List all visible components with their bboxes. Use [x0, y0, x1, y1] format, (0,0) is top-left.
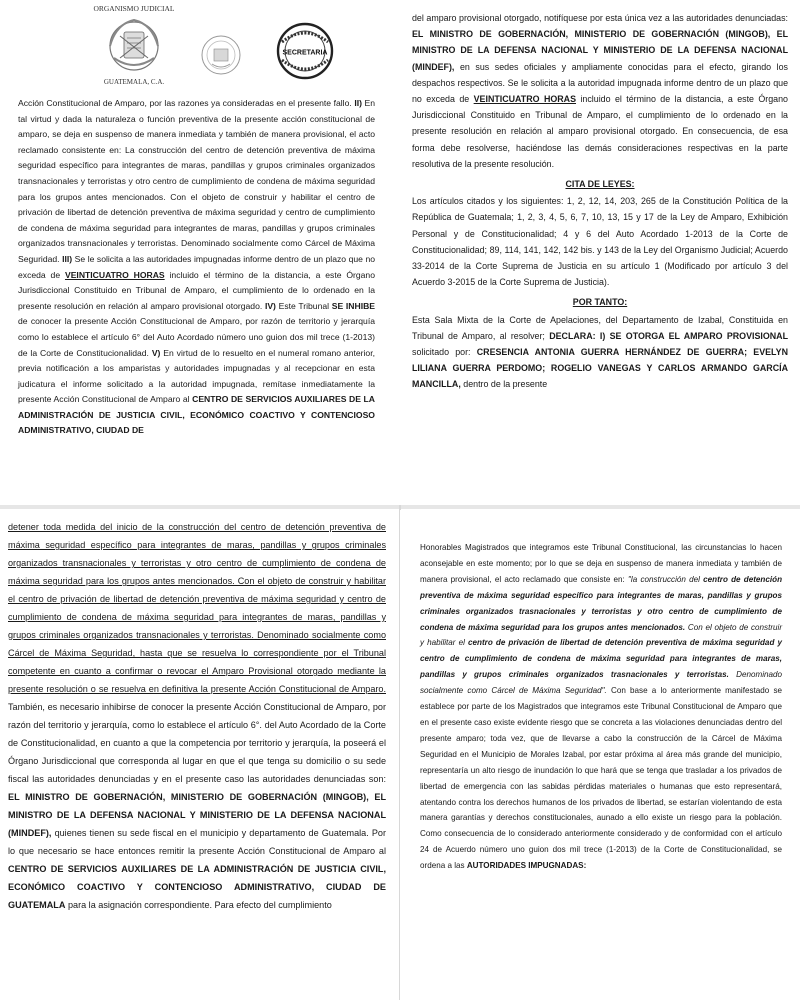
page-bottom-right [400, 510, 800, 1000]
autoridades-denunciadas: EL MINISTRO DE GOBERNACIÓN, MINISTERIO DE GOBERNACIÓN (MINGOB), EL MINISTRO DE LA DEFENSA NACIONAL Y MINISTERIO DE LA DEFENSA NACIONAL (MINDEF), [412, 29, 788, 72]
organismo-judicial-seal [80, 2, 188, 88]
plazo-emphasis: VEINTICUATRO HORAS [64, 269, 165, 280]
text-span: dentro de la presente [463, 379, 548, 390]
text-span: En virtud de lo resuelto en el numeral romano anterior, previa notificación a los amparistas y autoridades impugnadas y al recepcionar en esta judicatura el informe solicitado a la autoridad impugnada, remítase inmediatamente la presente Acción Constitucional de Amparo al [18, 347, 375, 405]
court-seal-icon [200, 34, 242, 76]
underlined-order: detener toda medida del inicio de la construcción del centro de detención preventiva de máxima seguridad específico para integrantes de maras, pandillas y grupos criminales organizados transnacionales y terroristas y otro centro de cumplimiento de condena de máxima seguridad para los grupos antes mencionados. Con el objeto de construir y habilitar el centro de privación de libertad de detención preventiva de máxima seguridad y centro de cumplimiento de condena de máxima seguridad para integrantes de maras, pandillas y grupos criminales organizados transnacionales y terroristas. Denominado socialmente como Cárcel de Máxima Seguridad, hasta que se resuelva lo correspondiente por el Tribunal competente en cuanto a confirmar o revocar el Amparo Provisional otorgado mediante la presente resolución o se resuelva en definitiva la presente Acción Constitucional de Amparo. [8, 522, 386, 694]
stamp-text: SECRETARIA [282, 49, 328, 57]
secretaria-stamp-icon [268, 22, 342, 80]
quote-italic: "la construcción del [628, 574, 700, 584]
numeral: V) [151, 347, 161, 358]
text-span: Con base a lo anteriormente manifestado se establece por parte de los Magistrados que integramos este Tribunal Constitucional de Amparo que en el presente caso existe evidente riesgo que se concreta a las violaciones denunciadas dentro del presente amparo; toda vez, que de llevarse a cabo la construcción de la Cárcel de Máxima Seguridad en el Municipio de Morales Izabal, por estar próxima al área más grande del municipio, representaría un alto riesgo de inundación lo que hará que se tenga que trasladar a los privados de libertad de emergencia con las sabidas pérdidas materiales o humanas que esto representará, atentando contra los derechos humanos de los privados de libertad, se estarían violentando de esta manera garantías y derechos constitucionales, aunado a ello existe un riesgo para la población. Como consecuencia de lo considerado anteriormente considerado y de conformidad con el artículo 24 de Acuerdo número uno guion dos mil trece (1-2013) de la Corte de Constitucionalidad, se ordena a las [420, 686, 783, 871]
page-top-right [400, 0, 800, 505]
text-span: incluido el término de la distancia, a este Órgano Jurisdiccional Constituido en Tribunal de Amparo, el cumplimiento de lo ordenado en la presente resolución en relación al amparo provisional otorgado. [18, 269, 375, 311]
quote-italic: Denominado socialmente como Cárcel de Máxima Seguridad". [420, 670, 783, 696]
text-span: del amparo provisional otorgado, notifíquese por esta única vez a las autoridades denunciadas: [412, 13, 788, 23]
centro-servicios: CENTRO DE SERVICIOS AUXILIARES DE LA ADMINISTRACIÓN DE JUSTICIA CIVIL, ECONÓMICO COACTIVO Y CONTENCIOSO ADMINISTRATIVO, CIUDAD DE GUATEMALA [8, 864, 386, 910]
resolution-text-top-left [18, 96, 375, 439]
solicitantes-names: CRESENCIA ANTONIA GUERRA HERNÁNDEZ DE GUERRA; EVELYN LILIANA GUERRA PERDOMO; ROGELIO VANEGAS Y CARLOS ARMANDO GARCÍA MANCILLA, [412, 347, 788, 390]
por-tanto-heading: POR TANTO: [572, 297, 628, 308]
oj-place: GUATEMALA, C.A. [103, 78, 165, 86]
autoridades-impugnadas: AUTORIDADES IMPUGNADAS: [466, 861, 587, 871]
declara-emphasis: DECLARA: I) SE OTORGA EL AMPARO PROVISIONAL [549, 330, 788, 341]
centro-servicios: CENTRO DE SERVICIOS AUXILIARES DE LA ADMINISTRACIÓN DE JUSTICIA CIVIL, ECONÓMICO COACTIVO Y CONTENCIOSO ADMINISTRATIVO, CIUDAD DE [18, 394, 375, 436]
header-logos [80, 2, 370, 90]
quote-italic: Con el objeto de construir y habilitar el [420, 622, 783, 648]
plazo-emphasis: VEINTICUATRO HORAS [473, 94, 577, 105]
text-span: Esta Sala Mixta de la Corte de Apelaciones, del Departamento de Izabal, Constituida en Tribunal de Amparo, al resolver; [412, 314, 788, 341]
text-span: También, es necesario inhibirse de conocer la presente Acción Constitucional de Amparo, por razón del territorio y jerarquía, como lo establece el artículo 6°. del Auto Acordado de la Corte de Constitucionalidad, en cuanto a que la competencia por territorio y jerarquía, la poseerá el Órgano Jurisdiccional que corresponda al lugar en que el que tenga su domicilio o su sede fiscal las autoridades denunciadas y en el presente caso las autoridades denunciadas son: [8, 702, 386, 784]
text-span: Acción Constitucional de Amparo, por las razones ya consideradas en el presente fallo. [18, 98, 352, 108]
autoridades-denunciadas: EL MINISTRO DE GOBERNACIÓN, MINISTERIO DE GOBERNACIÓN (MINGOB), EL MINISTRO DE LA DEFENSA NACIONAL Y MINISTERIO DE LA DEFENSA NACIONAL (MINDEF), [8, 792, 386, 838]
text-span: Este Tribunal [278, 300, 330, 311]
paragraph [18, 96, 375, 439]
paragraph [412, 312, 788, 393]
paragraph [420, 540, 782, 874]
resolution-text-bottom-left [8, 518, 386, 914]
text-span: de conocer la presente Acción Constitucional de Amparo, por razón de territorio y jerarquía como lo establece el artículo 6° del Auto Acordado número uno guion dos mil trece (1-2013) de la Corte de Constitucionalidad. [18, 316, 375, 358]
resolution-text-bottom-right [420, 540, 782, 874]
text-span: solicitado por: [412, 347, 471, 358]
page-top-left [0, 0, 400, 505]
oj-name: ORGANISMO JUDICIAL [93, 4, 175, 13]
page-bottom-left [0, 510, 400, 1000]
text-span: quienes tienen su sede fiscal en el municipio y departamento de Guatemala. Por lo que necesario se hace entonces remitir la presente Acción Constitucional de Amparo al [8, 828, 386, 856]
paragraph [8, 518, 386, 914]
quote-bold-italic: centro de privación de libertad de detención preventiva de máxima seguridad y centro de cumplimiento de condena de máxima seguridad para integrantes de maras, pandillas y grupos criminales organizados trasnacionales y terroristas. [420, 638, 782, 680]
resolution-text-top-right [412, 10, 788, 393]
text-span: Honorables Magistrados que integramos este Tribunal Constitucional, las circunstancias lo hacen aconsejable en este momento; por lo que se deja en suspenso de manera inmediata y también de manera provisional, el acto reclamado que consiste en: [420, 543, 782, 584]
cita-de-leyes-text: Los artículos citados y los siguientes: 1, 2, 12, 14, 203, 265 de la Constitución Política de la República de Guatemala; 1, 2, 3, 4, 5, 6, 7, 10, 13, 15 y 17 de la Ley de Amparo, Exhibición Personal y de Constitucionalidad; 4 y 6 del Auto Acordado 1-2013 de la Corte de Constitucionalidad; 89, 114, 141, 142, 142 bis. y 143 de la Ley del Organismo Judicial; Acuerdo 33-2014 de la Corte Suprema de Justicia en su artículo 1 (Modificado por artículo 3 del Acuerdo 3-2015 de la Corte Suprema de Justicia). [412, 196, 788, 288]
text-span: incluido el término de la distancia, a este Órgano Jurisdiccional Constituido en Tribunal de Amparo, el cumplimiento de lo ordenado en la presente resolución en relación al amparo provisional otorgado. En consecuencia, de esa forma debe resolverse, haciéndose las demás consideraciones respectivas en la parte resolutiva de la presente resolución. [412, 94, 788, 169]
cita-de-leyes-heading: CITA DE LEYES: [565, 179, 635, 190]
numeral: II) [354, 98, 362, 108]
text-span: En tal virtud y dada la naturaleza o función preventiva de la presente acción constitucional de amparo, se deja en suspenso de manera inmediata y también de manera provisional, el acto reclamado consistente en: La construcción del centro de detención preventiva de máxima seguridad específico para integrantes de maras, pandillas y grupos criminales organizados transnacionales y terroristas y otro centro de cumplimiento de condena de máxima seguridad para los grupos antes mencionados. Con el objeto de construir y habilitar el centro de privación de libertad de detención preventiva de máxima seguridad y centro de cumplimiento de condena de máxima seguridad para integrantes de maras, pandillas y grupos criminales organizados transnacionales y terroristas. Denominado socialmente como Cárcel de Máxima Seguridad. [18, 98, 376, 264]
text-span: para la asignación correspondiente. Para efecto del cumplimiento [67, 900, 332, 910]
text-span: en sus sedes oficiales y ampliamente conocidas para el efecto, girando los despachos respectivos. Se le solicita a la autoridad impugnada informe dentro de un plazo que no exceda de [412, 61, 788, 105]
text-span: Se le solicita a las autoridades impugnadas informe dentro de un plazo que no exceda de [18, 253, 376, 280]
inhibe-emphasis: SE INHIBE [331, 300, 376, 311]
paragraph [412, 10, 788, 172]
quote-bold-italic: centro de detención preventiva de máxima seguridad específico para integrantes de maras, pandillas y grupos criminales organizados trasnacionales y terroristas y otro centro de cumplimiento de condena de máxima seguridad para los grupos antes mencionados. [420, 574, 783, 632]
numeral: IV) [264, 300, 276, 311]
numeral: III) [62, 253, 73, 264]
